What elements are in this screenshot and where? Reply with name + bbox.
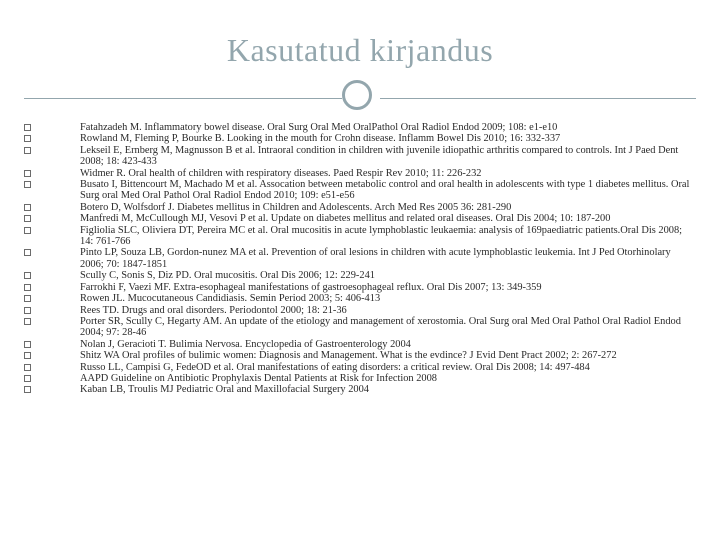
square-bullet-icon — [24, 386, 31, 393]
reference-item — [24, 293, 696, 304]
reference-text: Botero D, Wolfsdorf J. Diabetes mellitus in Children and Adolescents. Arch Med Res 2005 36: 281-290 — [80, 201, 512, 213]
reference-text: Shitz WA Oral profiles of bulimic women: Diagnosis and Management. What is the evdince? J Evid Dent Pract 2002; 2: 267-272 — [80, 350, 617, 362]
reference-item — [24, 213, 696, 224]
reference-item — [24, 247, 696, 270]
square-bullet-icon — [24, 204, 31, 211]
square-bullet-icon — [24, 364, 31, 371]
reference-text: Rowland M, Fleming P, Bourke B. Looking in the mouth for Crohn disease. Inflamm Bowel Dis 2010; 16: 332-337 — [80, 133, 561, 145]
ring-ornament-icon — [342, 80, 372, 110]
square-bullet-icon — [24, 352, 31, 359]
square-bullet-icon — [24, 227, 31, 234]
title-divider-right — [380, 98, 696, 99]
reference-text: Rees TD. Drugs and oral disorders. Periodontol 2000; 18: 21-36 — [80, 304, 347, 316]
reference-text: Fatahzadeh M. Inflammatory bowel disease. Oral Surg Oral Med OralPathol Oral Radiol Endod 2009; 108: e1-e10 — [80, 122, 558, 133]
reference-item — [24, 350, 696, 361]
reference-item — [24, 373, 696, 384]
reference-text: Manfredi M, McCullough MJ, Vesovi P et al. Update on diabetes mellitus and related oral diseases. Oral Dis 2004; 10: 187-200 — [80, 213, 611, 225]
reference-item — [24, 168, 696, 179]
reference-text: Figliolia SLC, Oliviera DT, Pereira MC et al. Oral mucositis in acute lymphoblastic leukaemia: analysis of 169paediatric patients.Oral Dis 2008; 14: 761-766 — [80, 224, 683, 248]
reference-list — [24, 122, 696, 396]
square-bullet-icon — [24, 341, 31, 348]
square-bullet-icon — [24, 307, 31, 314]
square-bullet-icon — [24, 249, 31, 256]
square-bullet-icon — [24, 295, 31, 302]
square-bullet-icon — [24, 272, 31, 279]
reference-item — [24, 282, 696, 293]
reference-text: Rowen JL. Mucocutaneous Candidiasis. Semin Period 2003; 5: 406-413 — [80, 293, 381, 305]
square-bullet-icon — [24, 215, 31, 222]
square-bullet-icon — [24, 284, 31, 291]
reference-item — [24, 316, 696, 339]
reference-item — [24, 179, 696, 202]
reference-text: Pinto LP, Souza LB, Gordon-nunez MA et al. Prevention of oral lesions in children with acute lymphoblastic leukemia. Int J Ped Otorhinolary 2006; 70: 1847-1851 — [80, 247, 671, 270]
reference-text: Farrokhi F, Vaezi MF. Extra-esophageal manifestations of gastroesophageal reflux. Oral Dis 2007; 13: 349-359 — [80, 281, 542, 293]
square-bullet-icon — [24, 124, 31, 131]
title-divider-left — [24, 98, 342, 99]
square-bullet-icon — [24, 170, 31, 177]
reference-text: AAPD Guideline on Antibiotic Prophylaxis Dental Patients at Risk for Infection 2008 — [80, 372, 437, 384]
reference-item — [24, 225, 696, 248]
square-bullet-icon — [24, 181, 31, 188]
square-bullet-icon — [24, 147, 31, 154]
reference-item — [24, 339, 696, 350]
reference-item — [24, 145, 696, 168]
reference-item — [24, 362, 696, 373]
square-bullet-icon — [24, 375, 31, 382]
reference-text: Busato I, Bittencourt M, Machado M et al. Assocation between metabolic control and oral health in adolescents with type 1 diabetes mellitus. Oral Surg oral Med Oral Pathol Oral Radiol Endod 2010; 109: e51-e56 — [80, 179, 690, 202]
reference-item — [24, 133, 696, 144]
square-bullet-icon — [24, 135, 31, 142]
reference-item — [24, 270, 696, 281]
reference-text: Russo LL, Campisi G, FedeOD et al. Oral manifestations of eating disorders: a critical review. Oral Dis 2008; 14: 497-484 — [80, 361, 590, 373]
reference-item — [24, 384, 696, 395]
title-area — [0, 0, 720, 100]
slide-title: Kasutatud kirjandus — [226, 32, 494, 68]
reference-text: Nolan J, Geracioti T. Bulimia Nervosa. Encyclopedia of Gastroenterology 2004 — [80, 338, 411, 350]
reference-text: Widmer R. Oral health of children with respiratory diseases. Paed Respir Rev 2010; 11: 226-232 — [80, 167, 482, 179]
square-bullet-icon — [24, 318, 31, 325]
reference-text: Kaban LB, Troulis MJ Pediatric Oral and Maxillofacial Surgery 2004 — [80, 384, 369, 396]
reference-item — [24, 202, 696, 213]
reference-text: Porter SR, Scully C, Hegarty AM. An update of the etiology and management of xerostomia. Oral Surg oral Med Oral Pathol Oral Radiol Endod 2004; 97: 28-46 — [80, 315, 681, 339]
reference-text: Lekseil E, Ernberg M, Magnusson B et al. Intraoral condition in children with juvenile idiopathic arthritis compared to controls. Int J Paed Dent 2008; 18: 423-433 — [80, 144, 679, 168]
reference-text: Scully C, Sonis S, Diz PD. Oral mucositis. Oral Dis 2006; 12: 229-241 — [80, 270, 375, 282]
reference-item — [24, 305, 696, 316]
reference-item — [24, 122, 696, 133]
